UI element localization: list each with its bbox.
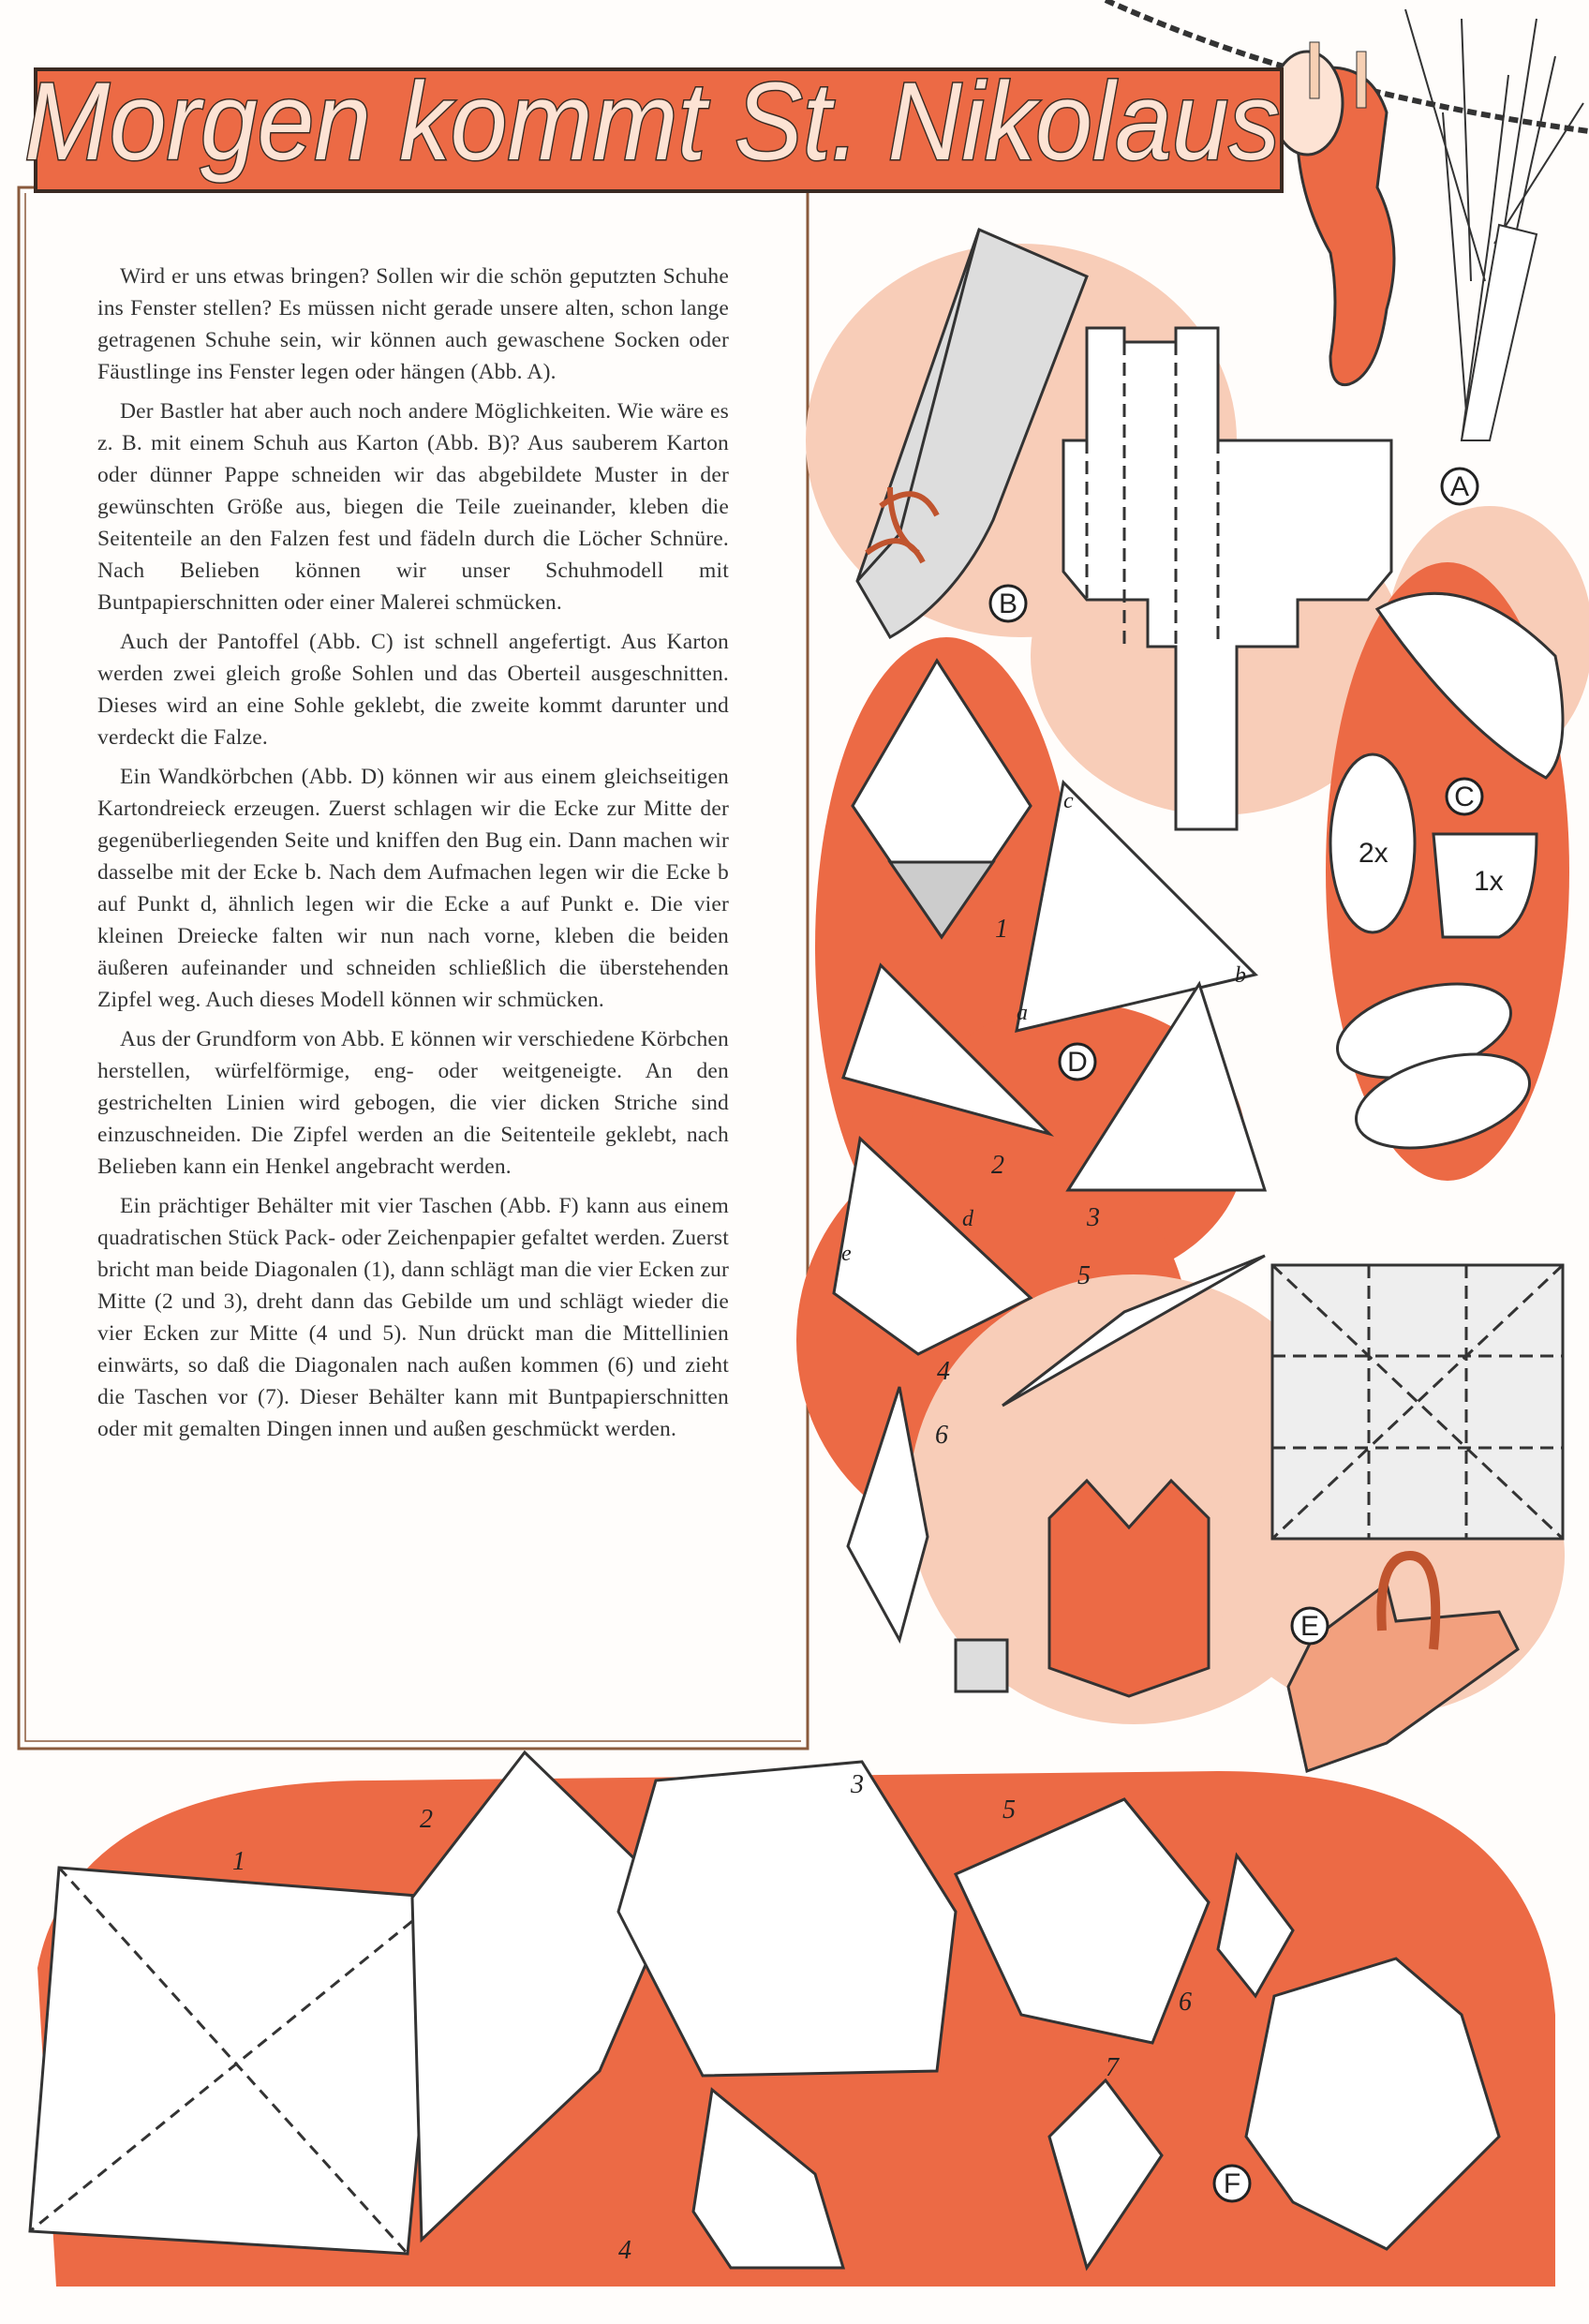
- box-pattern-illustration: [1272, 1265, 1563, 1539]
- figure-label-a: [1442, 469, 1478, 504]
- svg-text:3: 3: [1087, 1203, 1100, 1232]
- svg-text:F: F: [1223, 2168, 1241, 2199]
- svg-text:6: 6: [935, 1421, 948, 1450]
- svg-text:a: a: [1017, 1001, 1028, 1025]
- svg-text:c: c: [1063, 789, 1074, 813]
- stocking-illustration: [1271, 42, 1394, 385]
- svg-text:1: 1: [995, 915, 1008, 944]
- svg-text:1: 1: [232, 1847, 245, 1876]
- svg-text:b: b: [1235, 963, 1246, 988]
- svg-text:3: 3: [851, 1770, 864, 1799]
- svg-text:5: 5: [1002, 1795, 1016, 1825]
- paragraph: Ein Wandkörbchen (Abb. D) können wir aus einem gleichseitigen Kartondreieck erzeugen. Zuerst schlagen wir die Ecke zur Mitte der gegenüberliegenden Seite und kniffen den Bug ein. Dann machen wir dasselbe mit der Ecke b. Nach dem Aufmachen legen wir die Ecke b auf Punkt d, ähnlich legen wir die Ecke a auf Punkt e. Die vier kleinen Dreiecke falten wir nun nach vorne, kleben die beiden äußeren aufeinander und schneiden schließlich die überstehenden Zipfel weg. Auch dieses Modell können wir schmücken.: [97, 765, 729, 1012]
- figure-label-e: [1292, 1608, 1328, 1644]
- svg-text:5: 5: [1077, 1261, 1091, 1290]
- svg-text:4: 4: [937, 1357, 950, 1386]
- slipper-upper-count: 1x: [1474, 866, 1504, 897]
- svg-text:7: 7: [1106, 2053, 1119, 2082]
- svg-text:C: C: [1454, 782, 1475, 812]
- paragraph: Aus der Grundform von Abb. E können wir verschiedene Körbchen herstellen, würfelförmige, eng- oder weitgeneigte. An den gestrichelten Linien wird gebogen, die vier dicken Striche sind einzuschneiden. Die Zipfel werden an die Seitenteile geklebt, nach Belieben kann ein Henkel angebracht werden.: [97, 1027, 729, 1179]
- twig-bundle-illustration: [1405, 9, 1583, 440]
- paragraph: Ein prächtiger Behälter mit vier Taschen (Abb. F) kann aus einem quadratischen Stück Pack- oder Zeichenpapier gefaltet werden. Zuerst bricht man beide Diagonalen (1), dann schlägt man die vier Ecken zur Mitte (2 und 3), dreht dann das Gebilde um und schlägt wieder die vier Ecken zur Mitte (4 und 5). Nun drückt man die Mittellinien einwärts, so daß die Diagonalen nach außen kommen (6) und zieht die Taschen vor (7). Dieser Behälter kann mit Buntpapierschnitten oder mit gemalten Dingen innen und außen geschmückt werden.: [97, 1194, 729, 1441]
- paragraph: Wird er uns etwas bringen? Sollen wir die schön geputzten Schuhe ins Fenster stellen? Es müssen nicht gerade unsere alten, schon lange getragenen Schuhe sein, wir können auch gewaschene Socken oder Fäustlinge ins Fenster legen oder hängen (Abb. A).: [97, 264, 729, 384]
- svg-text:e: e: [841, 1242, 852, 1266]
- paragraph: Auch der Pantoffel (Abb. C) ist schnell angefertigt. Aus Karton werden zwei gleich große Sohlen und das Oberteil ausgeschnitten. Dieses wird an eine Sohle geklebt, die zweite kommt darunter und verdeckt die Falze.: [97, 630, 729, 750]
- svg-text:D: D: [1067, 1047, 1088, 1078]
- figure-label-c: [1447, 779, 1482, 814]
- slipper-soles-count: 2x: [1359, 838, 1389, 869]
- svg-text:2: 2: [991, 1151, 1004, 1180]
- svg-text:6: 6: [1179, 1988, 1192, 2017]
- svg-text:E: E: [1299, 1611, 1320, 1642]
- figure-label-b: [990, 586, 1026, 621]
- svg-text:4: 4: [618, 2236, 631, 2265]
- svg-text:A: A: [1449, 471, 1470, 502]
- paragraph: Der Bastler hat aber auch noch andere Möglichkeiten. Wie wäre es z. B. mit einem Schuh aus Karton (Abb. B)? Aus sauberem Karton oder dünner Pappe schneiden wir das abgebildete Muster in der gewünschten Größe aus, biegen die Teile zueinander, kleben die Seitenteile an den Falzen fest und fädeln durch die Löcher Schnüre. Nach Belieben können wir unser Schuhmodell mit Buntpapierschnitten oder einer Malerei schmücken.: [97, 399, 729, 615]
- svg-text:d: d: [962, 1207, 973, 1231]
- figure-label-f: [1214, 2166, 1250, 2201]
- page-title: Morgen kommt St. Nikolaus: [24, 60, 1280, 184]
- figure-label-d: [1060, 1044, 1095, 1080]
- svg-text:B: B: [998, 588, 1018, 619]
- article-body: [97, 261, 729, 1452]
- svg-text:2: 2: [420, 1805, 433, 1834]
